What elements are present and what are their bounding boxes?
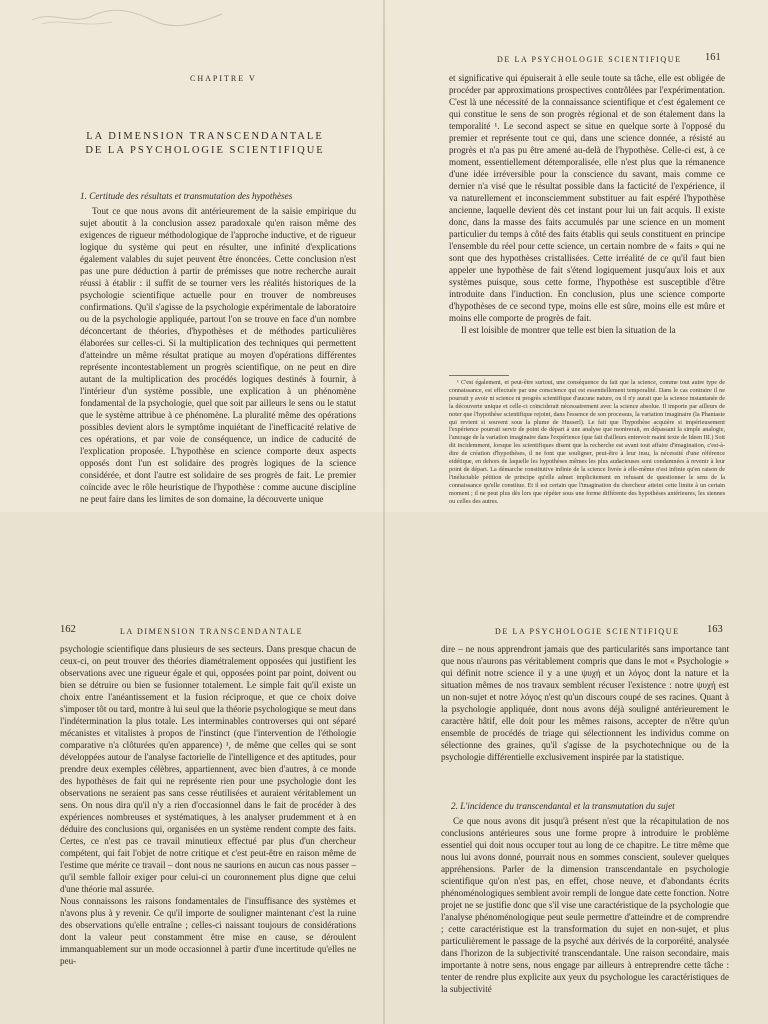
paragraph: Ce que nous avons dit jusqu'à présent n'est que la récapitulation de nos conclusions antérieures sous une forme propre à introduire le problème essentiel qui doit nous occuper tout au long de ce chapitre. Le titre même que nous lui avons donné, pourrait nous en sommes conscient, soulever quelques appréhensions. Parler de la dimension transcendantale en psychologie scientifique qu'on n'est pas, en effet, chose neuve, et d'abondants écrits phénoménologiques semblent avoir rempli de longue date cette fonction. Notre projet ne se justifie donc que s'il vise une caractéristique de la psychologie que l'analyse phénoménologique peut seule permettre d'atteindre et de comprendre ; cette caractéristique est la transformation du sujet en non-sujet, et plus particulièrement le passage de la psyché aux dérivés de la corporéité, analysée dans l'horizon de la subjectivité transcendantale. Une raison secondaire, mais importante à notre sens, nous engage par ailleurs à entreprendre cette tâche : tenter de rendre plus explicite aux yeux du psychologue les caractéristiques de la subjectivité [441,816,729,994]
footnote [449,379,725,506]
paragraph: Nous connaissons les raisons fondamentales de l'insuffisance des systèmes et n'avons plus à y revenir. Ce qu'il importe de souligner maintenant c'est la ruine des observations qu'elle entraîne ; celles-ci naissant toujours de considérations dont la valeur peut constamment être mise en cause, se déroulent immanquablement sur un mode occasionnel à partir d'une incertitude qu'elles ne peu- [60,896,356,966]
paragraph: dire – ne nous apprendront jamais que des particularités sans importance tant que nous n'aurons pas véritablement compris que dans le mot « Psychologie » qui définit notre science il y a une ψυχή et un λόγος dont la nature et la situation mêmes de nos travaux semblent récuser l'existence : notre ψυχή est un non-sujet et notre λόγος n'est qu'un discours coupé de ses racines. Quant à la psychologie appliquée, dont nous avons déjà souligné antérieurement le caractère hâtif, elle doit pour les mêmes raisons, accepter de n'être qu'un ensemble de procédés de triage qui sélectionnent les individus comme on sélectionne des graines, qu'il s'agisse de la psychotechnique ou de la psychologie différentielle exclusivement inspirée par la statistique. [441,644,729,762]
paragraph: psychologie scientifique dans plusieurs de ses secteurs. Dans presque chacun de ceux-ci, on peut trouver des théories diamétralement opposées qui justifient les observations avec une rigueur égale et qui, opposées point par point, doivent ou bien se détruire ou bien se fusionner totalement. Le simple fait qu'il existe un choix entre l'anéantissement et la fusion réciproque, et que ce choix doive s'imposer tôt ou tard, montre à lui seul que la théorie psychologique se meut dans l'indétermination la plus totale. Les interminables controverses qui ont séparé mécanistes et vitalistes à propos de l'instinct (que l'intervention de l'éthologie comparative n'a clôturées qu'en apparence) ¹, de même que celles qui se sont développées autour de l'analyse factorielle de l'intelligence et des aptitudes, pour prendre deux exemples célèbres, appartiennent, avec bien d'autres, à ce monde des hypothèses de fait qui ne représente rien pour une psychologie dont les observations ne seraient pas sans cesse réutilisées et auraient véritablement un sens. On nous dira qu'il n'y a rien d'occasionnel dans le fait de procéder à des expériences nombreuses et systématiques, à les analyser prudemment et à en déduire des conclusions qui, organisées en un système rendent compte des faits. Certes, ce n'est pas ce travail minutieux effectué par plus d'un chercheur compétent, qui fait l'objet de notre critique et c'est peut-être en raison même de l'estime que mérite ce travail – dont nous ne saurions en aucun cas nous passer – qu'il semble falloir exiger pour celui-ci un couronnement plus digne que celui d'une théorie mal assurée. [60,644,356,894]
body-text [449,72,725,336]
body-text [60,643,356,967]
chapter-label: CHAPITRE V [190,74,257,83]
chapter-title [70,130,340,158]
page-161 [385,0,768,512]
page-number: 162 [60,624,76,635]
section-title: 1. Certitude des résultats et transmutation des hypothèses [80,191,293,201]
page-160 [0,0,384,512]
running-head: DE LA PSYCHOLOGIE SCIENTIFIQUE [497,55,682,64]
body-text [80,205,356,505]
footnote-text: ¹ C'est également, et peut-être surtout, une conséquence du fait que la science, comme tout autre type de connaissance, est effectuée par une conscience qui est essentiellement temporalité. Dans le cas contraire il ne pourrait y avoir ni science ni progrès scientifique d'aucune nature, ou il n'y aurait que la science instantanée de la découverte unique et celle-ci coïnciderait nécessairement avec la science absolue. Il importe par ailleurs de noter que l'hypothèse scientifique rejoint, dans l'essence de son processus, la variation imaginaire (la Phantasie qui revient si souvent sous la plume de Husserl). Le fait que l'hypothèse acquière si impérieusement l'expérience pourrait servir de point de départ à une analyse que montrerait, en dépassant la simple analogie, l'ancrage de la variation imaginaire dans l'expérience (que fait d'ailleurs entrevoir maint texte de Ideen III.) Soit dit incidemment, lorsque les scientifiques disent que la recherche est avant tout affaire d'imagination, c'est-à-dire de création d'hypothèses, il ne font que souligner, peut-être à leur insu, la nécessité d'une référence eidétique, en dehors de laquelle les hypothèses mêmes les plus audacieuses sont condamnées à revenir à leur point de départ. La démarche constitutive infinie de la science livrée à elle-même n'est infinie qu'en raison de l'inéluctable pétition de principe qu'elle admet implicitement en refusant de questionner le sens de la connaissance qu'elle constitue. Et il est certain que l'imagination du chercheur atteint cette limite à un certain moment ; il ne peut plus dès lors que répéter sous une forme différente des hypothèses antérieures, les siennes ou celles des autres. [449,379,725,505]
body-text-2 [441,815,729,995]
paragraph: Il est loisible de montrer que telle est bien la situation de la [461,325,676,335]
page-number: 161 [705,52,721,63]
chapter-title-line-2: DE LA PSYCHOLOGIE SCIENTIFIQUE [85,145,325,156]
paragraph: Tout ce que nous avons dit antérieurement de la saisie empirique du sujet aboutit à la conclusion assez paradoxale qu'en raison même des exigences de rigueur méthodologique de l'approche inductive, et de rigueur logique du système qui peut en résulter, une infinité d'explications également valables du sujet peuvent être énoncées. Cette conclusion n'est pas une pure déduction à partir de prémisses que notre recherche aurait réussi à établir : il suffit de se tourner vers les réalités historiques de la psychologie scientifique actuelle pour en trouver de nombreuses confirmations. Qu'il s'agisse de la psychologie expérimentale de laboratoire ou de la psychologie appliquée, partout l'on se trouve en face d'un nombre déconcertant de théories, d'hypothèses et de méthodes particulières élaborées sur celles-ci. Si la multiplication des techniques qui permettent d'atteindre un même résultat pratique au moyen d'opérations différentes représente incontestablement un progrès scientifique, on ne peut en dire autant de la multiplication des procédés logiques destinés à fournir, à l'intérieur d'un système possible, une explication à un phénomène fondamental de la psychologie, quel que soit par ailleurs le sens ou le statut que le système attribue à ce phénomène. La pluralité même des opérations possibles devient alors le symptôme inquiétant de l'inefficacité relative de ces opérations, et par voie de conséquence, un indice de caducité de l'explication proposée. L'hypothèse en science comporte deux aspects opposés dont l'un est solidaire des progrès logiques de la science considérée, et dont l'autre est solidaire de ses progrès de fait. Le premier coïncide avec le rôle heuristique de l'hypothèse : comme aucune discipline ne peut faire dans les limites de son domaine, la découverte unique [80,206,356,504]
footnote-rule [449,375,509,376]
bottom-spread [0,512,768,1024]
page-number: 163 [707,624,723,635]
body-text [441,643,729,763]
running-head: LA DIMENSION TRANSCENDANTALE [120,627,304,636]
section-title: 2. L'incidence du transcendantal et la transmutation du sujet [451,801,675,811]
page-162 [0,512,384,1024]
page-163 [385,512,768,1024]
chapter-title-line-1: LA DIMENSION TRANSCENDANTALE [86,131,324,142]
running-head: DE LA PSYCHOLOGIE SCIENTIFIQUE [495,627,680,636]
paragraph: et significative qui épuiserait à elle seule toute sa tâche, elle est obligée de procéder par approximations prospectives contrôlées par l'expérimentation. C'est là une nécessité de la connaissance scientifique et c'est également ce qui constitue le sens de son progrès régional et de son étalement dans la temporalité ¹. Le second aspect se situe en quelque sorte à l'opposé du premier et représente tout ce qui, dans une science donnée, a résisté au progrès et n'a pas pu être amené au-delà de l'hypothèse. Celle-ci est, à ce moment, essentiellement détemporalisée, elle n'est plus que la rémanence d'une idée irréversible pour la conscience du savant, mais comme ce dernier n'a visé que le résultat possible dans la facticité de l'expérience, il va naturellement et inconsciemment substituer au fait espéré l'hypothèse ancienne, laquelle devient dès cet instant pour lui un fait acquis. Il existe donc, dans la masse des faits accumulés par une science en un moment particulier du temps à côté des faits établis qui seuls constituent en principe l'ensemble du réel pour cette science, un certain nombre de « faits » qui ne sont que des hypothèses cristallisées. Cette irréalité de ce qu'il faut bien appeler une hypothèse de fait s'étend logiquement jusqu'aux lois et aux systèmes puisque, sous cette forme, l'hypothèse est susceptible d'être introduite dans l'induction. En conclusion, plus une science comporte d'hypothèses de ce second type, moins elle est sûre, moins elle est mûre et moins elle comporte de progrès de fait. [449,73,725,323]
